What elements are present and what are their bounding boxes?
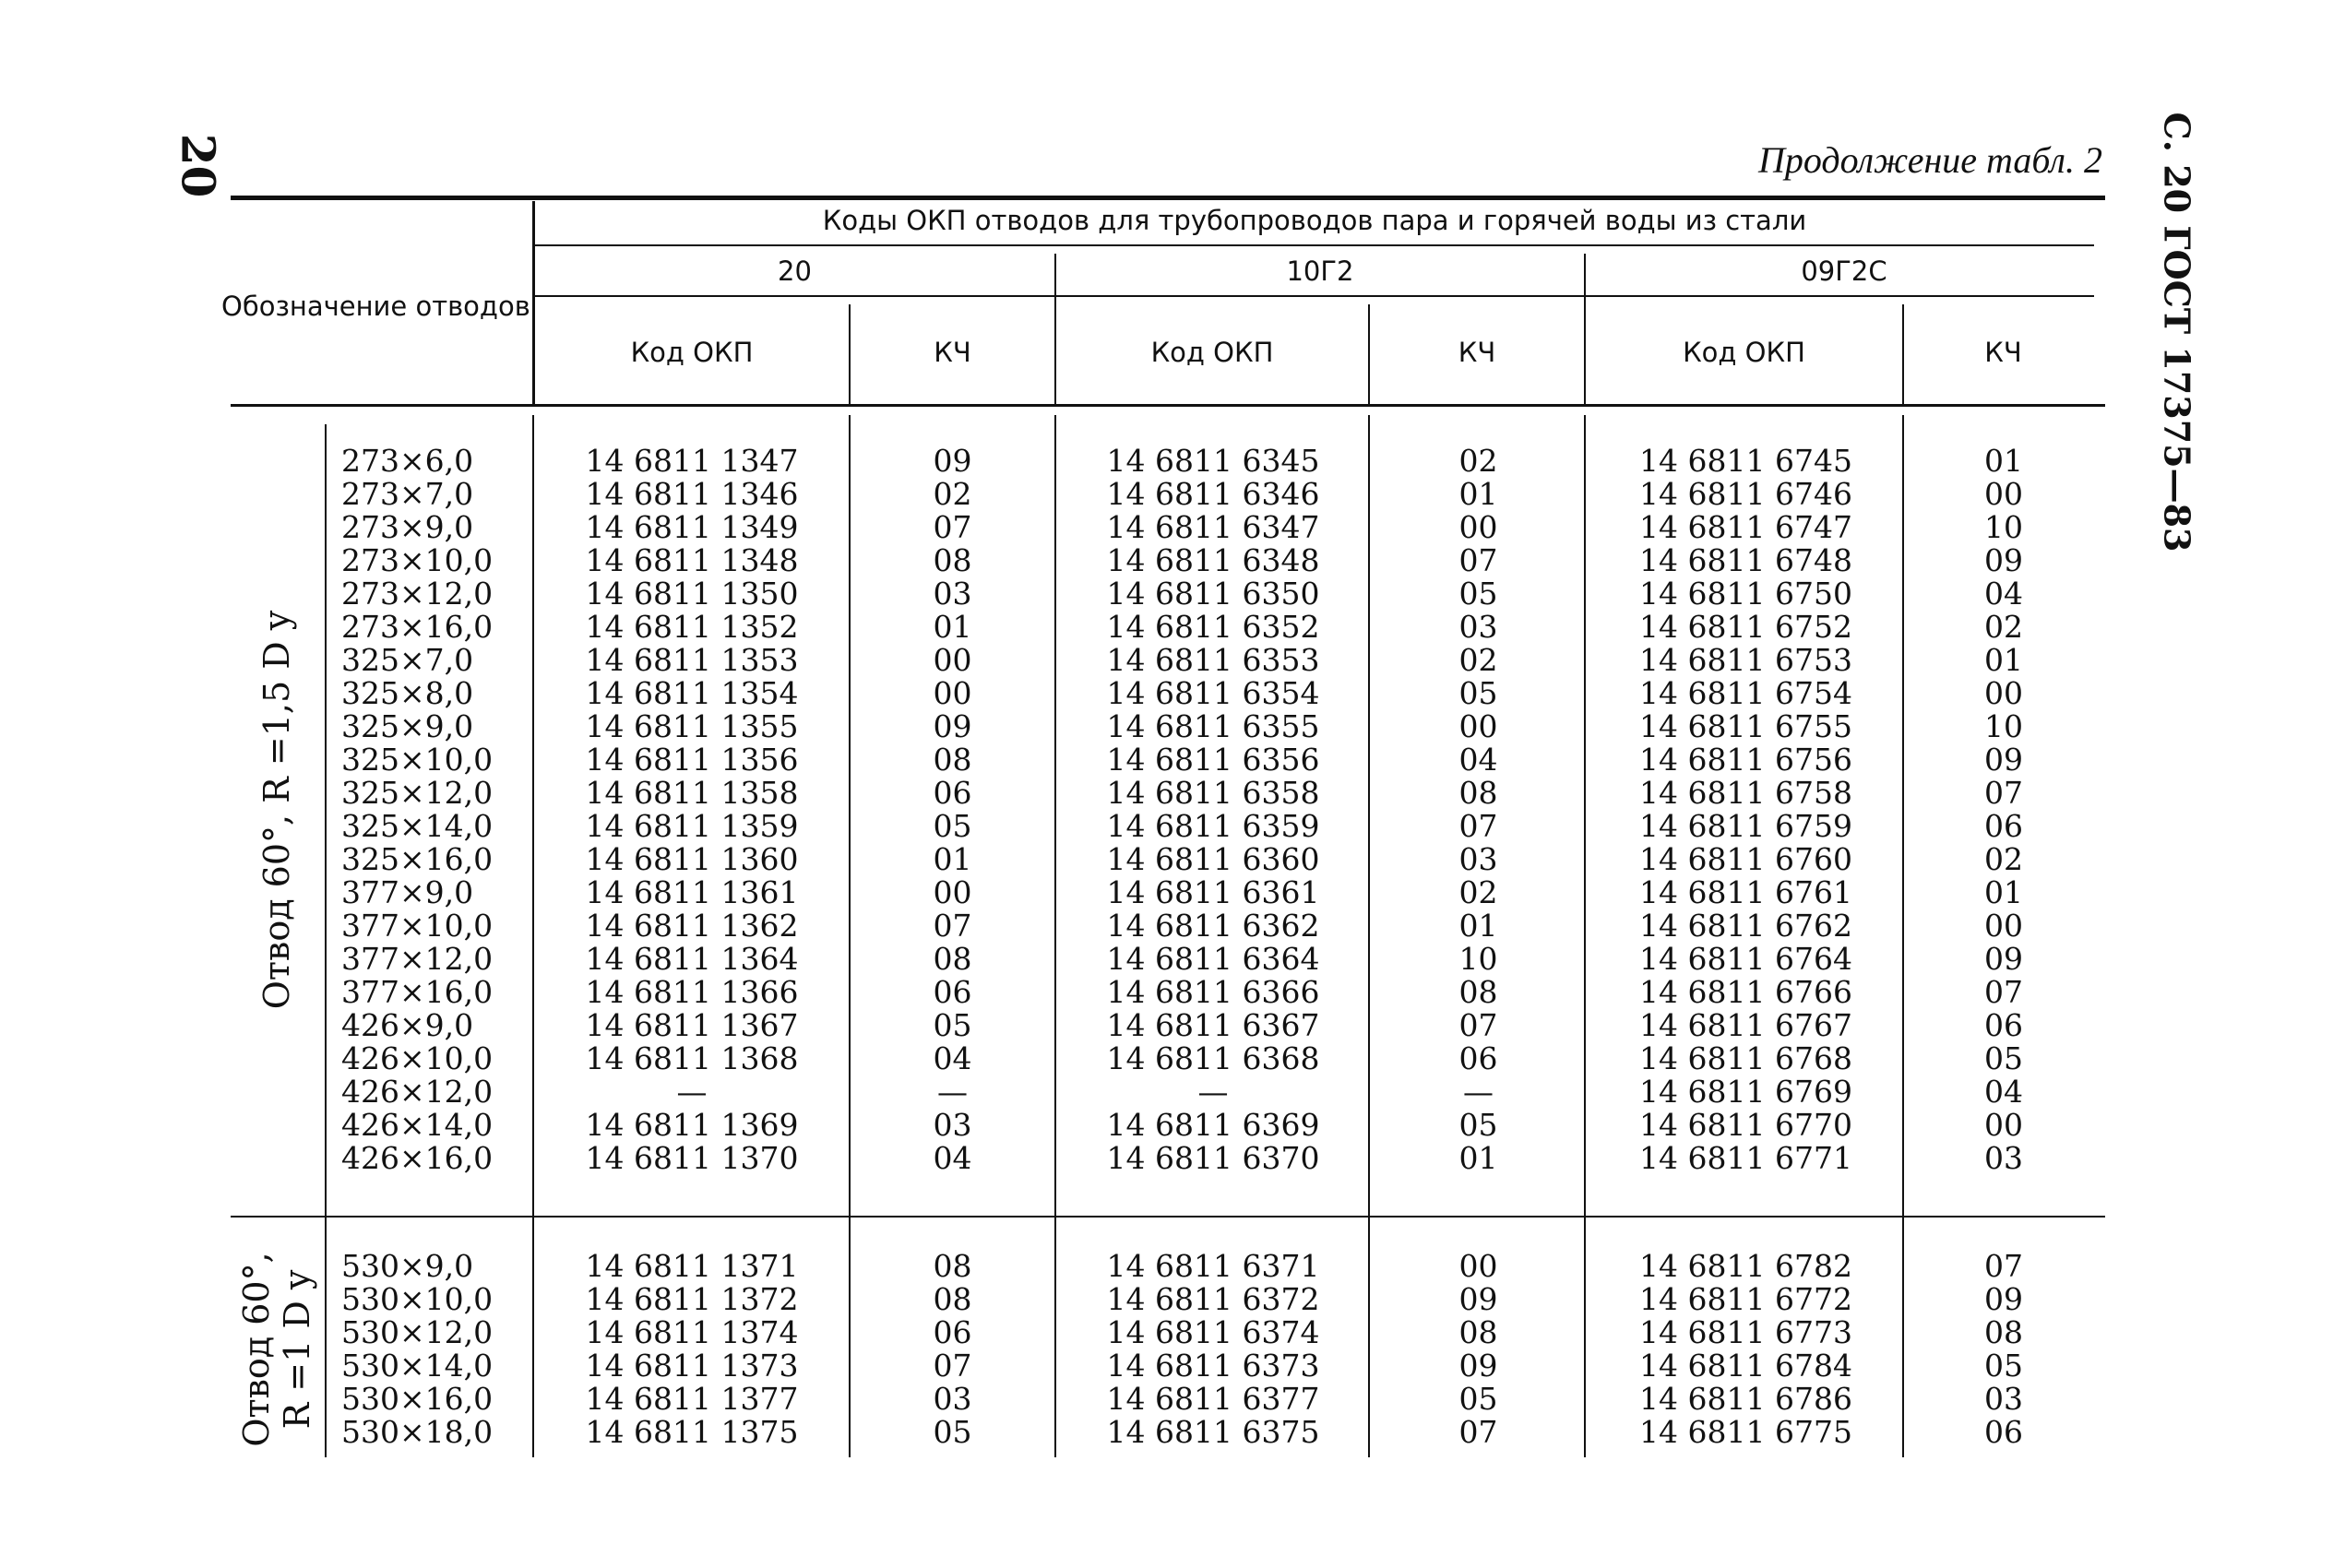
code-20-cell: 14 6811 1375 (585, 1414, 799, 1450)
group-label-line: Отвод 60°, (236, 1252, 277, 1447)
code-09g2s-cell: 14 6811 6750 (1639, 576, 1852, 612)
code-10g2-cell: 14 6811 6345 (1106, 443, 1320, 479)
designation-cell: 530×18,0 (341, 1414, 494, 1450)
designation-cell: 273×10,0 (341, 542, 494, 578)
code-09g2s-cell: 14 6811 6752 (1639, 609, 1852, 645)
kch-20-cell: 09 (933, 443, 972, 479)
kch-10g2-cell: 00 (1458, 708, 1498, 744)
designation-cell: 325×9,0 (341, 708, 474, 744)
code-09g2s-cell: 14 6811 6768 (1639, 1040, 1852, 1076)
kch-09g2s-cell: 00 (1984, 1107, 2023, 1143)
designation-cell: 325×16,0 (341, 841, 494, 877)
code-20-cell: 14 6811 1350 (585, 576, 799, 612)
code-09g2s-cell: 14 6811 6773 (1639, 1314, 1852, 1350)
kch-20-cell: 06 (933, 974, 972, 1010)
group-label-line: Отвод 60°, R =1,5 D y (256, 610, 297, 1010)
group-label (256, 611, 297, 1010)
code-10g2-cell: 14 6811 6356 (1106, 742, 1320, 778)
group-header: Коды ОКП отводов для трубопроводов пара и горячей воды из стали (822, 205, 1807, 236)
code-10g2-cell: 14 6811 6368 (1106, 1040, 1320, 1076)
kch-20-cell: 03 (933, 1381, 972, 1417)
code-09g2s-cell: 14 6811 6758 (1639, 775, 1852, 811)
code-header: Код ОКП (630, 337, 754, 368)
kch-09g2s-cell: 00 (1984, 476, 2023, 512)
kch-20-cell: 04 (933, 1040, 972, 1076)
kch-09g2s-cell: 06 (1984, 1414, 2023, 1450)
code-09g2s-cell: 14 6811 6786 (1639, 1381, 1852, 1417)
code-10g2-cell: 14 6811 6352 (1106, 609, 1320, 645)
kch-09g2s-cell: 02 (1984, 609, 2023, 645)
code-20-cell: 14 6811 1362 (585, 908, 799, 944)
kch-10g2-cell: 05 (1458, 1107, 1498, 1143)
kch-20-cell: 03 (933, 576, 972, 612)
code-10g2-cell: 14 6811 6347 (1106, 509, 1320, 545)
code-10g2-cell: 14 6811 6359 (1106, 808, 1320, 844)
designation-cell: 426×12,0 (341, 1074, 494, 1110)
code-09g2s-cell: 14 6811 6745 (1639, 443, 1852, 479)
designation-cell: 273×6,0 (341, 443, 474, 479)
code-20-cell: 14 6811 1347 (585, 443, 799, 479)
code-10g2-cell: — (1197, 1074, 1229, 1110)
code-09g2s-cell: 14 6811 6782 (1639, 1248, 1852, 1284)
code-10g2-cell: 14 6811 6348 (1106, 542, 1320, 578)
body-vline (325, 424, 327, 1457)
steel-header-10g2: 10Г2 (1286, 255, 1354, 287)
kch-20-cell: 08 (933, 742, 972, 778)
header-bottom-rule (231, 404, 2105, 407)
code-20-cell: 14 6811 1359 (585, 808, 799, 844)
code-20-cell: 14 6811 1356 (585, 742, 799, 778)
kch-10g2-cell: 05 (1458, 1381, 1498, 1417)
kch-header: КЧ (1984, 337, 2022, 368)
kch-09g2s-cell: 03 (1984, 1381, 2023, 1417)
group-label-line: R =1 D y (277, 1269, 317, 1430)
designation-cell: 530×9,0 (341, 1248, 474, 1284)
body-vline (849, 415, 851, 1457)
code-10g2-cell: 14 6811 6346 (1106, 476, 1320, 512)
kch-10g2-cell: 07 (1458, 808, 1498, 844)
kch-09g2s-cell: 09 (1984, 542, 2023, 578)
group-label (236, 1252, 317, 1446)
kch-10g2-cell: 03 (1458, 609, 1498, 645)
code-10g2-cell: 14 6811 6350 (1106, 576, 1320, 612)
continuation-caption: Продолжение табл. 2 (1757, 139, 2102, 181)
kch-20-cell: 07 (933, 509, 972, 545)
kch-10g2-cell: 01 (1458, 908, 1498, 944)
kch-20-cell: 06 (933, 775, 972, 811)
kch-20-cell: 05 (933, 808, 972, 844)
code-10g2-cell: 14 6811 6371 (1106, 1248, 1320, 1284)
code-20-cell: 14 6811 1354 (585, 675, 799, 711)
code-10g2-cell: 14 6811 6372 (1106, 1281, 1320, 1317)
code-20-cell: 14 6811 1346 (585, 476, 799, 512)
kch-10g2-cell: 07 (1458, 1007, 1498, 1043)
code-10g2-cell: 14 6811 6369 (1106, 1107, 1320, 1143)
kch-header: КЧ (934, 337, 971, 368)
code-20-cell: 14 6811 1370 (585, 1140, 799, 1176)
kch-10g2-cell: 08 (1458, 775, 1498, 811)
code-20-cell: 14 6811 1361 (585, 874, 799, 910)
kch-10g2-cell: — (1463, 1074, 1494, 1110)
kch-20-cell: 07 (933, 1348, 972, 1384)
kch-09g2s-cell: 01 (1984, 642, 2023, 678)
kch-20-cell: 00 (933, 642, 972, 678)
kch-20-cell: 08 (933, 941, 972, 977)
code-10g2-cell: 14 6811 6375 (1106, 1414, 1320, 1450)
code-20-cell: 14 6811 1348 (585, 542, 799, 578)
code-09g2s-cell: 14 6811 6748 (1639, 542, 1852, 578)
code-10g2-cell: 14 6811 6366 (1106, 974, 1320, 1010)
designation-cell: 273×16,0 (341, 609, 494, 645)
body-vline (1584, 415, 1586, 1457)
kch-09g2s-cell: 04 (1984, 576, 2023, 612)
designation-cell: 377×9,0 (341, 874, 474, 910)
code-09g2s-cell: 14 6811 6761 (1639, 874, 1852, 910)
kch-09g2s-cell: 03 (1984, 1140, 2023, 1176)
code-09g2s-cell: 14 6811 6747 (1639, 509, 1852, 545)
code-09g2s-cell: 14 6811 6775 (1639, 1414, 1852, 1450)
kch-10g2-cell: 04 (1458, 742, 1498, 778)
designation-cell: 273×12,0 (341, 576, 494, 612)
code-09g2s-cell: 14 6811 6766 (1639, 974, 1852, 1010)
kch-10g2-cell: 00 (1458, 509, 1498, 545)
kch-09g2s-cell: 07 (1984, 974, 2023, 1010)
code-header: Код ОКП (1150, 337, 1274, 368)
kch-10g2-cell: 05 (1458, 675, 1498, 711)
kch-09g2s-cell: 04 (1984, 1074, 2023, 1110)
side-header-text: С. 20 ГОСТ 17375—83 (2156, 112, 2198, 552)
kch-09g2s-cell: 08 (1984, 1314, 2023, 1350)
designation-cell: 325×14,0 (341, 808, 494, 844)
code-10g2-cell: 14 6811 6362 (1106, 908, 1320, 944)
code-09g2s-cell: 14 6811 6771 (1639, 1140, 1852, 1176)
designation-cell: 325×7,0 (341, 642, 474, 678)
kch-10g2-cell: 06 (1458, 1040, 1498, 1076)
kch-10g2-cell: 01 (1458, 476, 1498, 512)
body-vline (532, 415, 534, 1457)
kch-10g2-cell: 09 (1458, 1348, 1498, 1384)
body-vline (1054, 415, 1056, 1457)
kch-09g2s-cell: 10 (1984, 509, 2023, 545)
designation-cell: 377×10,0 (341, 908, 494, 944)
kch-20-cell: 00 (933, 874, 972, 910)
steel-header-rule (535, 295, 2094, 297)
code-10g2-cell: 14 6811 6373 (1106, 1348, 1320, 1384)
code-20-cell: 14 6811 1358 (585, 775, 799, 811)
designation-cell: 377×12,0 (341, 941, 494, 977)
code-10g2-cell: 14 6811 6358 (1106, 775, 1320, 811)
kch-20-cell: 04 (933, 1140, 972, 1176)
designation-cell: 530×14,0 (341, 1348, 494, 1384)
kch-10g2-cell: 01 (1458, 1140, 1498, 1176)
code-20-cell: 14 6811 1364 (585, 941, 799, 977)
designation-cell: 530×16,0 (341, 1381, 494, 1417)
kch-09g2s-cell: 09 (1984, 742, 2023, 778)
code-10g2-cell: 14 6811 6364 (1106, 941, 1320, 977)
code-09g2s-cell: 14 6811 6772 (1639, 1281, 1852, 1317)
kch-20-cell: 01 (933, 841, 972, 877)
code-20-cell: 14 6811 1369 (585, 1107, 799, 1143)
kch-09g2s-cell: 09 (1984, 941, 2023, 977)
body-vline (1368, 415, 1370, 1457)
kch-20-cell: 05 (933, 1007, 972, 1043)
kch-10g2-cell: 02 (1458, 443, 1498, 479)
code-20-cell: 14 6811 1353 (585, 642, 799, 678)
code-20-cell: 14 6811 1374 (585, 1314, 799, 1350)
code-20-cell: — (676, 1074, 708, 1110)
designation-cell: 426×10,0 (341, 1040, 494, 1076)
kch-10g2-cell: 02 (1458, 642, 1498, 678)
code-20-cell: 14 6811 1352 (585, 609, 799, 645)
code-20-cell: 14 6811 1373 (585, 1348, 799, 1384)
designation-cell: 325×10,0 (341, 742, 494, 778)
designation-cell: 426×9,0 (341, 1007, 474, 1043)
kch-09g2s-cell: 00 (1984, 908, 2023, 944)
code-header: Код ОКП (1683, 337, 1805, 368)
designation-cell: 530×10,0 (341, 1281, 494, 1317)
kch-20-cell: 07 (933, 908, 972, 944)
kch-10g2-cell: 08 (1458, 1314, 1498, 1350)
code-20-cell: 14 6811 1367 (585, 1007, 799, 1043)
kch-09g2s-cell: 06 (1984, 808, 2023, 844)
kch-10g2-cell: 03 (1458, 841, 1498, 877)
code-09g2s-cell: 14 6811 6755 (1639, 708, 1852, 744)
code-09g2s-cell: 14 6811 6769 (1639, 1074, 1852, 1110)
code-10g2-cell: 14 6811 6370 (1106, 1140, 1320, 1176)
code-20-cell: 14 6811 1372 (585, 1281, 799, 1317)
kch-20-cell: 00 (933, 675, 972, 711)
code-20-cell: 14 6811 1355 (585, 708, 799, 744)
side-header (2140, 112, 2214, 552)
designation-cell: 325×12,0 (341, 775, 494, 811)
code-20-cell: 14 6811 1366 (585, 974, 799, 1010)
code-09g2s-cell: 14 6811 6764 (1639, 941, 1852, 977)
kch-20-cell: 08 (933, 1281, 972, 1317)
kch-10g2-cell: 08 (1458, 974, 1498, 1010)
kch-09g2s-cell: 09 (1984, 1281, 2023, 1317)
kch-09g2s-cell: 01 (1984, 443, 2023, 479)
code-09g2s-cell: 14 6811 6746 (1639, 476, 1852, 512)
designation-cell: 426×14,0 (341, 1107, 494, 1143)
kch-10g2-cell: 05 (1458, 576, 1498, 612)
kch-09g2s-cell: 05 (1984, 1348, 2023, 1384)
kch-10g2-cell: 07 (1458, 1414, 1498, 1450)
kch-20-cell: — (937, 1074, 968, 1110)
designation-cell: 273×7,0 (341, 476, 474, 512)
kch-20-cell: 08 (933, 542, 972, 578)
kch-20-cell: 08 (933, 1248, 972, 1284)
table-top-rule (231, 196, 2105, 200)
code-09g2s-cell: 14 6811 6767 (1639, 1007, 1852, 1043)
code-10g2-cell: 14 6811 6354 (1106, 675, 1320, 711)
steel-header-20: 20 (778, 255, 812, 287)
code-09g2s-cell: 14 6811 6753 (1639, 642, 1852, 678)
kch-10g2-cell: 07 (1458, 542, 1498, 578)
kch-09g2s-cell: 06 (1984, 1007, 2023, 1043)
kch-09g2s-cell: 01 (1984, 874, 2023, 910)
code-10g2-cell: 14 6811 6353 (1106, 642, 1320, 678)
kch-09g2s-cell: 05 (1984, 1040, 2023, 1076)
kch-20-cell: 09 (933, 708, 972, 744)
body-vline (1902, 415, 1904, 1457)
group-separator-rule (231, 1216, 2105, 1218)
code-09g2s-cell: 14 6811 6762 (1639, 908, 1852, 944)
code-20-cell: 14 6811 1368 (585, 1040, 799, 1076)
code-20-cell: 14 6811 1371 (585, 1248, 799, 1284)
kch-header: КЧ (1458, 337, 1496, 368)
code-10g2-cell: 14 6811 6361 (1106, 874, 1320, 910)
code-20-cell: 14 6811 1349 (585, 509, 799, 545)
designation-cell: 377×16,0 (341, 974, 494, 1010)
kch-09g2s-cell: 07 (1984, 1248, 2023, 1284)
kch-10g2-cell: 09 (1458, 1281, 1498, 1317)
kch-09g2s-cell: 00 (1984, 675, 2023, 711)
kch-20-cell: 05 (933, 1414, 972, 1450)
designation-cell: 426×16,0 (341, 1140, 494, 1176)
kch-20-cell: 02 (933, 476, 972, 512)
code-09g2s-cell: 14 6811 6759 (1639, 808, 1852, 844)
kch-20-cell: 01 (933, 609, 972, 645)
code-10g2-cell: 14 6811 6360 (1106, 841, 1320, 877)
group-header-rule (535, 244, 2094, 246)
page-number: 20 (171, 133, 226, 198)
code-09g2s-cell: 14 6811 6756 (1639, 742, 1852, 778)
steel-header-09g2s: 09Г2С (1801, 255, 1887, 287)
designation-cell: 325×8,0 (341, 675, 474, 711)
code-20-cell: 14 6811 1377 (585, 1381, 799, 1417)
code-09g2s-cell: 14 6811 6770 (1639, 1107, 1852, 1143)
kch-20-cell: 03 (933, 1107, 972, 1143)
kch-09g2s-cell: 07 (1984, 775, 2023, 811)
kch-10g2-cell: 02 (1458, 874, 1498, 910)
designation-cell: 530×12,0 (341, 1314, 494, 1350)
code-10g2-cell: 14 6811 6355 (1106, 708, 1320, 744)
kch-20-cell: 06 (933, 1314, 972, 1350)
code-20-cell: 14 6811 1360 (585, 841, 799, 877)
designation-header: Обозначение отводов (221, 291, 530, 322)
kch-10g2-cell: 10 (1458, 941, 1498, 977)
code-09g2s-cell: 14 6811 6784 (1639, 1348, 1852, 1384)
code-10g2-cell: 14 6811 6367 (1106, 1007, 1320, 1043)
code-10g2-cell: 14 6811 6377 (1106, 1381, 1320, 1417)
kch-09g2s-cell: 02 (1984, 841, 2023, 877)
designation-cell: 273×9,0 (341, 509, 474, 545)
code-10g2-cell: 14 6811 6374 (1106, 1314, 1320, 1350)
kch-09g2s-cell: 10 (1984, 708, 2023, 744)
code-09g2s-cell: 14 6811 6760 (1639, 841, 1852, 877)
code-09g2s-cell: 14 6811 6754 (1639, 675, 1852, 711)
kch-10g2-cell: 00 (1458, 1248, 1498, 1284)
